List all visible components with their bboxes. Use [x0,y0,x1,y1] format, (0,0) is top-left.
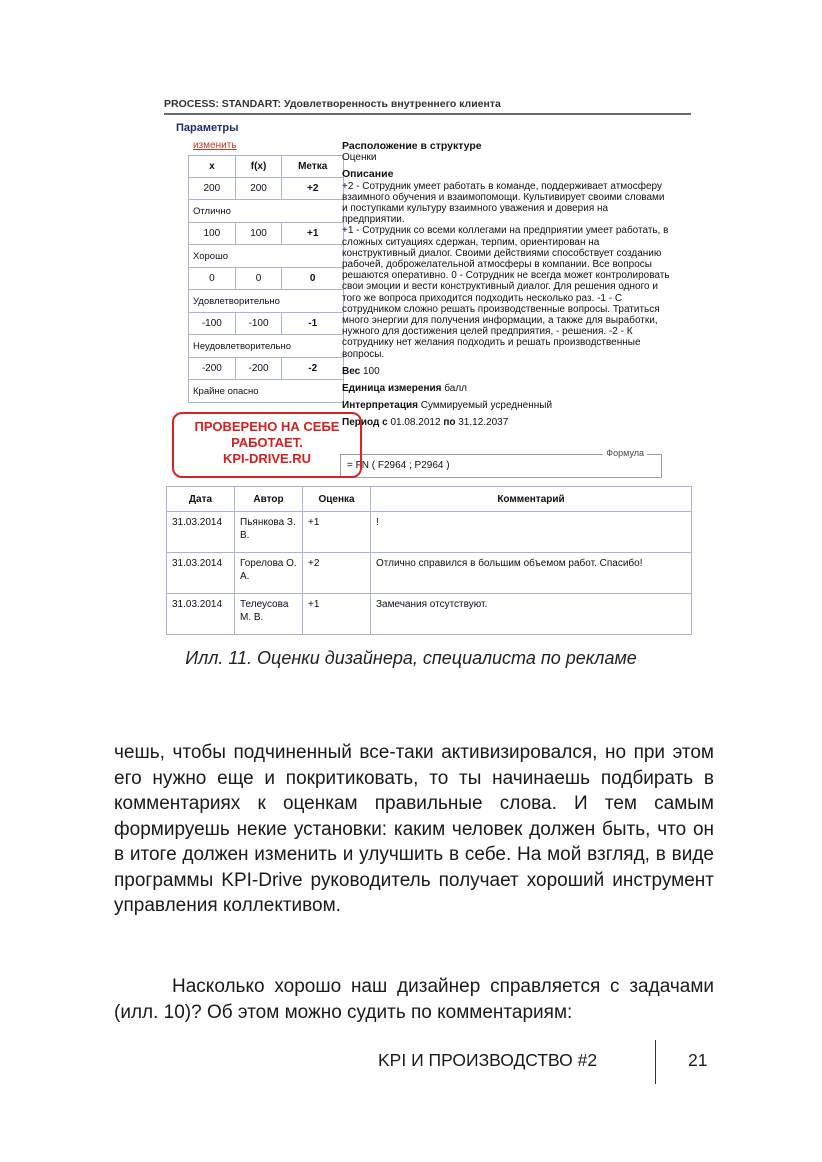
title-divider [164,113,691,115]
period-from-label: с [382,417,388,429]
running-footer-title: KPI И ПРОИЗВОДСТВО #2 [378,1050,598,1070]
unit-line [342,383,672,394]
col-author: Автор [235,487,303,512]
comment-score: +2 [303,553,371,594]
stamp-line-1: ПРОВЕРЕНО НА СЕБЕ [194,419,340,434]
params-table [188,155,344,403]
param-label: Отлично [189,200,344,223]
param-label: Хорошо [189,245,344,268]
formula-box [340,448,662,478]
unit-label: Единица измерения [342,383,442,395]
col-mark: Метка [282,156,344,178]
verified-stamp [172,412,362,478]
param-label: Неудовлетворительно [189,335,344,358]
params-heading: Параметры [176,122,239,134]
unit-value: балл [444,383,467,395]
comments-table [166,486,692,635]
description-part-1: +2 - Сотрудник умеет работать в команде, поддерживает атмосферу взаимного обучения и взаимопомощи. Культивирует своими словами и поступками культуру взаимного уважения и доверия на предприятии. [342,180,665,226]
param-row [189,268,344,290]
period-to: 31.12.2037 [458,417,509,429]
description-heading: Описание [342,168,394,181]
param-row [189,358,344,380]
description-part-2: +1 - Сотрудник со всеми коллегами на предприятии умеет работать, в сложных ситуациях сдержан, терпим, ориентирован на конструктивный диалог. Своими действиями способствует созданию рабочей, доброжелательной атмосферы в компании. Все вопросы решаются оперативно. 0 - Сотрудник не всегда может контролировать свои эмоции и вести конструктивный диалог. Для решения одного и того же вопроса приходится подходить несколько раз. -1 - С сотрудником сложно решать производственные вопросы. Тратиться много энергии для получения информации, а также для выработки, нужного для достижения целей предприятия, - решения. -2 - К сотруднику нет желания подходить и решать производственные вопросы. [342,225,670,360]
param-mark: -2 [282,358,344,380]
params-table-header [189,156,344,178]
embedded-screenshot [164,94,696,622]
col-date: Дата [167,487,235,512]
param-fx: -200 [235,358,282,380]
process-prefix: PROCESS: STANDART: [164,98,282,110]
formula-value: = FN ( F2964 ; P2964 ) [347,460,450,471]
param-label: Удовлетворительно [189,290,344,313]
param-mark: 0 [282,268,344,290]
comment-text: Отлично справился в большим объемом работ. Спасибо! [371,553,692,594]
period-label: Период [342,417,380,429]
param-x: -200 [189,358,236,380]
col-x: x [189,156,236,178]
param-x: -100 [189,313,236,335]
table-row [167,553,692,594]
structure-heading: Расположение в структуре [342,140,482,152]
param-mark: -1 [282,313,344,335]
table-row [167,594,692,635]
param-row [189,223,344,245]
period-to-label: по [443,417,456,429]
interp-line [342,400,672,411]
process-title [164,98,501,110]
comment-author: Пьянкова З. В. [235,512,303,553]
stamp-line-3: KPI-DRIVE.RU [222,451,312,466]
col-score: Оценка [303,487,371,512]
comment-author: Горелова О. А. [235,553,303,594]
weight-label: Вес [342,365,361,377]
col-fx: f(x) [235,156,282,178]
param-x: 100 [189,223,236,245]
kpi-info-panel [342,141,672,429]
comment-date: 31.03.2014 [167,553,235,594]
comment-author: Телеусова М. В. [235,594,303,635]
param-fx: 0 [235,268,282,290]
param-mark: +2 [282,178,344,200]
param-fx: 100 [235,223,282,245]
param-label: Крайне опасно [189,380,344,403]
process-name: Удовлетворенность внутреннего клиента [283,98,501,110]
figure-caption: Илл. 11. Оценки дизайнера, специалиста по рекламе [185,648,637,668]
table-row [167,512,692,553]
period-line [342,417,672,428]
comment-date: 31.03.2014 [167,594,235,635]
param-fx: 200 [235,178,282,200]
comment-date: 31.03.2014 [167,512,235,553]
footer-divider [655,1040,656,1084]
comment-score: +1 [303,594,371,635]
col-comment: Комментарий [371,487,692,512]
param-row [189,178,344,200]
param-mark: +1 [282,223,344,245]
param-x: 0 [189,268,236,290]
change-link[interactable]: изменить [193,140,237,151]
comment-text: ! [371,512,692,553]
comments-table-header [167,487,692,512]
paragraph-1: чешь, чтобы подчиненный все-таки активизировался, но при этом его нужно еще и покритиковать, то ты начинаешь подбирать в комментариях к оценкам правильные слова. И тем самым формируешь некие установки: каким человек должен быть, что он в итоге должен изменить и улучшить в себе. На мой взгляд, в виде программы KPI-Drive руководитель получает хороший инструмент управления коллективом. [114,742,714,916]
page-number: 21 [688,1050,708,1070]
formula-label: Формула [603,448,647,458]
period-from: 01.08.2012 [390,417,441,429]
weight-value: 100 [363,365,380,377]
param-row [189,313,344,335]
param-fx: -100 [235,313,282,335]
interp-label: Интерпретация [342,400,418,412]
interp-value: Суммируемый усредненный [420,400,553,412]
structure-value: Оценки [342,152,377,164]
paragraph-2: Насколько хорошо наш дизайнер справляется с задачами (илл. 10)? Об этом можно судить по комментариям: [114,976,714,1023]
param-x: 200 [189,178,236,200]
stamp-line-2: РАБОТАЕТ. [231,435,303,450]
weight-line [342,366,672,377]
comment-score: +1 [303,512,371,553]
comment-text: Замечания отсутствуют. [371,594,692,635]
